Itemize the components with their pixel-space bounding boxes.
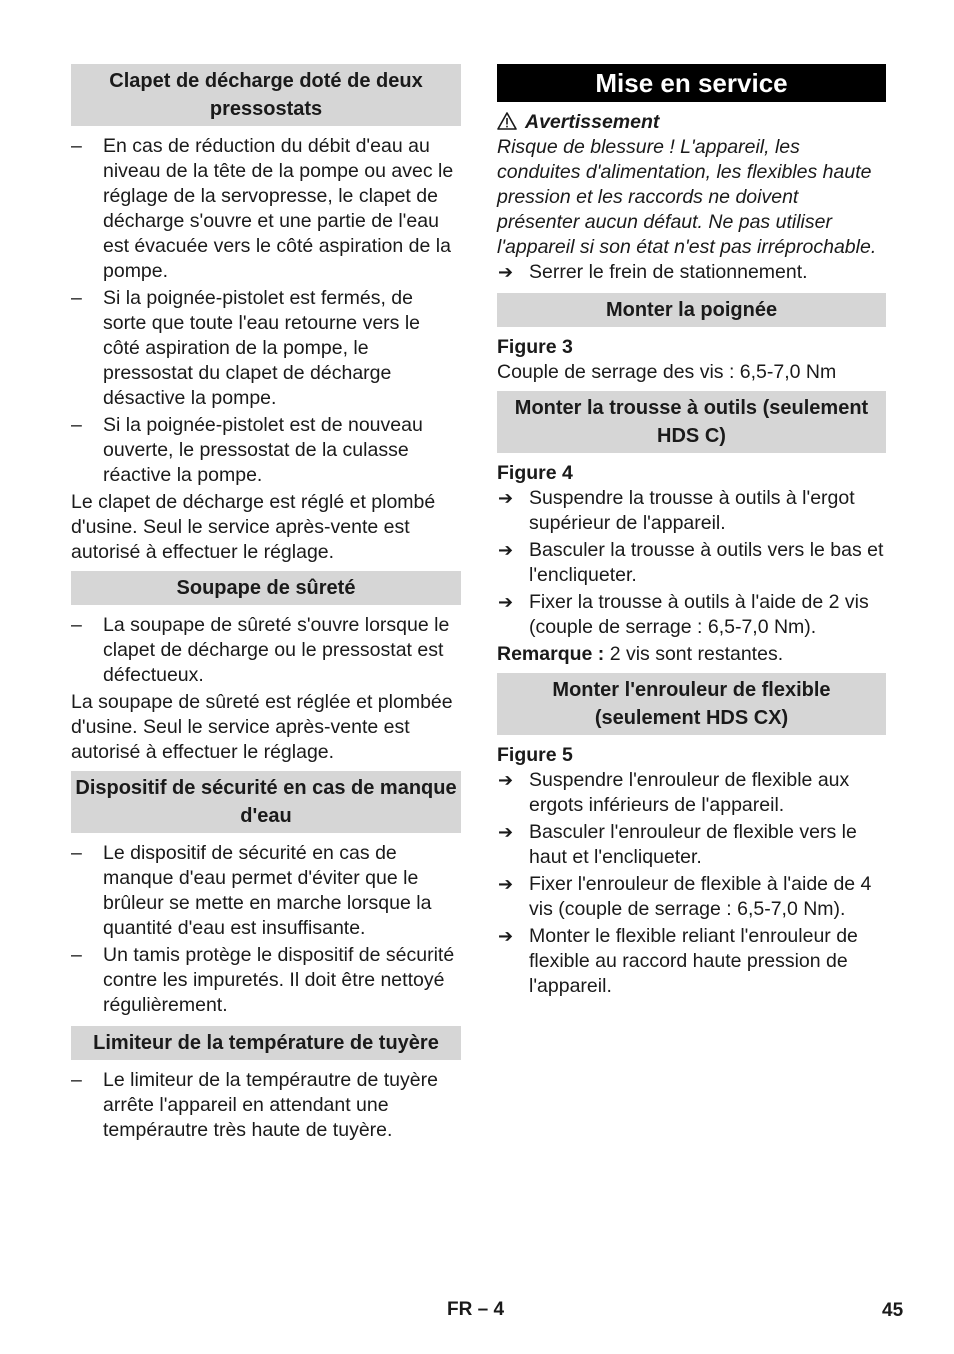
dash-marker: – xyxy=(71,135,82,157)
warning-heading xyxy=(497,110,886,135)
list-item-text: La soupape de sûreté s'ouvre lorsque le clapet de décharge ou le pressostat est défectueux. xyxy=(103,614,450,686)
list-item xyxy=(497,872,886,922)
list-trousse-outils xyxy=(497,486,886,640)
heading-soupape-surete: Soupape de sûreté xyxy=(71,571,461,605)
arrow-marker: ➔ xyxy=(498,926,514,946)
arrow-marker: ➔ xyxy=(498,874,514,894)
list-limiteur-temperature xyxy=(71,1068,461,1143)
note-text: 2 vis sont restantes. xyxy=(604,643,784,665)
warning-triangle-icon xyxy=(497,112,517,130)
heading-enrouleur-flexible: Monter l'enrouleur de flexible (seulement HDS CX) xyxy=(497,673,886,735)
list-item xyxy=(497,820,886,870)
list-manque-eau xyxy=(71,841,461,1018)
list-item-text: Si la poignée-pistolet est de nouveau ouverte, le pressostat de la culasse réactive la pompe. xyxy=(103,414,423,486)
list-item xyxy=(71,286,461,411)
dash-marker: – xyxy=(71,287,82,309)
heading-manque-eau: Dispositif de sécurité en cas de manque d'eau xyxy=(71,771,461,833)
list-soupape-surete xyxy=(71,613,461,688)
paragraph-clapet-reglage: Le clapet de décharge est réglé et plombé d'usine. Seul le service après-vente est autorisé à effectuer le réglage. xyxy=(71,491,436,563)
arrow-marker: ➔ xyxy=(498,822,514,842)
list-item xyxy=(497,486,886,536)
arrow-marker: ➔ xyxy=(498,592,514,612)
list-item-text: Un tamis protège le dispositif de sécurité contre les impuretés. Il doit être nettoyé régulièrement. xyxy=(103,944,455,1016)
right-column xyxy=(497,64,886,1001)
list-clapet-decharge xyxy=(71,134,461,488)
list-item xyxy=(71,413,461,488)
list-step-frein xyxy=(497,260,886,285)
list-item xyxy=(71,943,461,1018)
dash-marker: – xyxy=(71,1069,82,1091)
dash-marker: – xyxy=(71,614,82,636)
heading-trousse-outils: Monter la trousse à outils (seulement HDS C) xyxy=(497,391,886,453)
paragraph-couple-serrage: Couple de serrage des vis : 6,5-7,0 Nm xyxy=(497,361,837,383)
list-item-text: Suspendre l'enrouleur de flexible aux ergots inférieurs de l'appareil. xyxy=(529,769,850,816)
list-item xyxy=(71,841,461,941)
heading-limiteur-temperature: Limiteur de la température de tuyère xyxy=(71,1026,461,1060)
warning-text: Risque de blessure ! L'appareil, les conduites d'alimentation, les flexibles haute pression et les raccords ne doivent présenter aucun défaut. Ne pas utiliser l'appareil si son état n'est pas irréprochable. xyxy=(497,136,877,258)
list-item-text: Le limiteur de la tempérautre de tuyère arrête l'appareil en attendant une tempérautre très haute de tuyère. xyxy=(103,1069,438,1141)
list-item xyxy=(71,1068,461,1143)
note-remarque xyxy=(497,642,886,667)
note-label: Remarque : xyxy=(497,643,605,665)
heading-clapet-decharge: Clapet de décharge doté de deux pressostats xyxy=(71,64,461,126)
list-item xyxy=(71,613,461,688)
list-enrouleur-flexible xyxy=(497,768,886,999)
figure-reference: Figure 4 xyxy=(497,462,573,484)
paragraph-soupape-reglage: La soupape de sûreté est réglée et plombée d'usine. Seul le service après-vente est autorisé à effectuer le réglage. xyxy=(71,691,453,763)
arrow-marker: ➔ xyxy=(498,540,514,560)
list-item-text: Si la poignée-pistolet est fermés, de sorte que toute l'eau retourne vers le côté aspiration de la pompe, le pressostat du clapet de décharge désactive la pompe. xyxy=(103,287,420,409)
list-item-text: Le dispositif de sécurité en cas de manque d'eau permet d'éviter que le brûleur se mette en marche lorsque la quantité d'eau est insuffisante. xyxy=(103,842,432,939)
dash-marker: – xyxy=(71,414,82,436)
list-item xyxy=(497,924,886,999)
figure-reference: Figure 5 xyxy=(497,744,573,766)
dash-marker: – xyxy=(71,944,82,966)
list-item-text: Monter le flexible reliant l'enrouleur de flexible au raccord haute pression de l'appareil. xyxy=(529,925,858,997)
page-number: 45 xyxy=(882,1300,904,1321)
list-item xyxy=(497,538,886,588)
left-column xyxy=(71,64,461,1145)
arrow-marker: ➔ xyxy=(498,488,514,508)
footer-section-label: FR – 4 xyxy=(447,1299,505,1320)
list-item-text: Fixer la trousse à outils à l'aide de 2 vis (couple de serrage : 6,5-7,0 Nm). xyxy=(529,591,869,638)
list-item xyxy=(497,260,886,285)
warning-title: Avertissement xyxy=(525,111,660,133)
list-item-text: Basculer la trousse à outils vers le bas et l'encliqueter. xyxy=(529,539,884,586)
arrow-marker: ➔ xyxy=(498,770,514,790)
list-item-text: En cas de réduction du débit d'eau au niveau de la tête de la pompe ou avec le réglage de la servopresse, le clapet de décharge s'ouvre et une partie de l'eau est évacuée vers le côté aspiration de la pompe. xyxy=(103,135,454,282)
arrow-marker: ➔ xyxy=(498,262,514,282)
list-item-text: Basculer l'enrouleur de flexible vers le haut et l'encliqueter. xyxy=(529,821,857,868)
list-item xyxy=(497,590,886,640)
list-item xyxy=(71,134,461,284)
list-item-text: Serrer le frein de stationnement. xyxy=(529,261,808,283)
dash-marker: – xyxy=(71,842,82,864)
main-heading-mise-en-service: Mise en service xyxy=(497,64,886,102)
list-item-text: Fixer l'enrouleur de flexible à l'aide de 4 vis (couple de serrage : 6,5-7,0 Nm). xyxy=(529,873,872,920)
heading-monter-poignee: Monter la poignée xyxy=(497,293,886,327)
list-item xyxy=(497,768,886,818)
figure-reference: Figure 3 xyxy=(497,336,573,358)
list-item-text: Suspendre la trousse à outils à l'ergot supérieur de l'appareil. xyxy=(529,487,855,534)
